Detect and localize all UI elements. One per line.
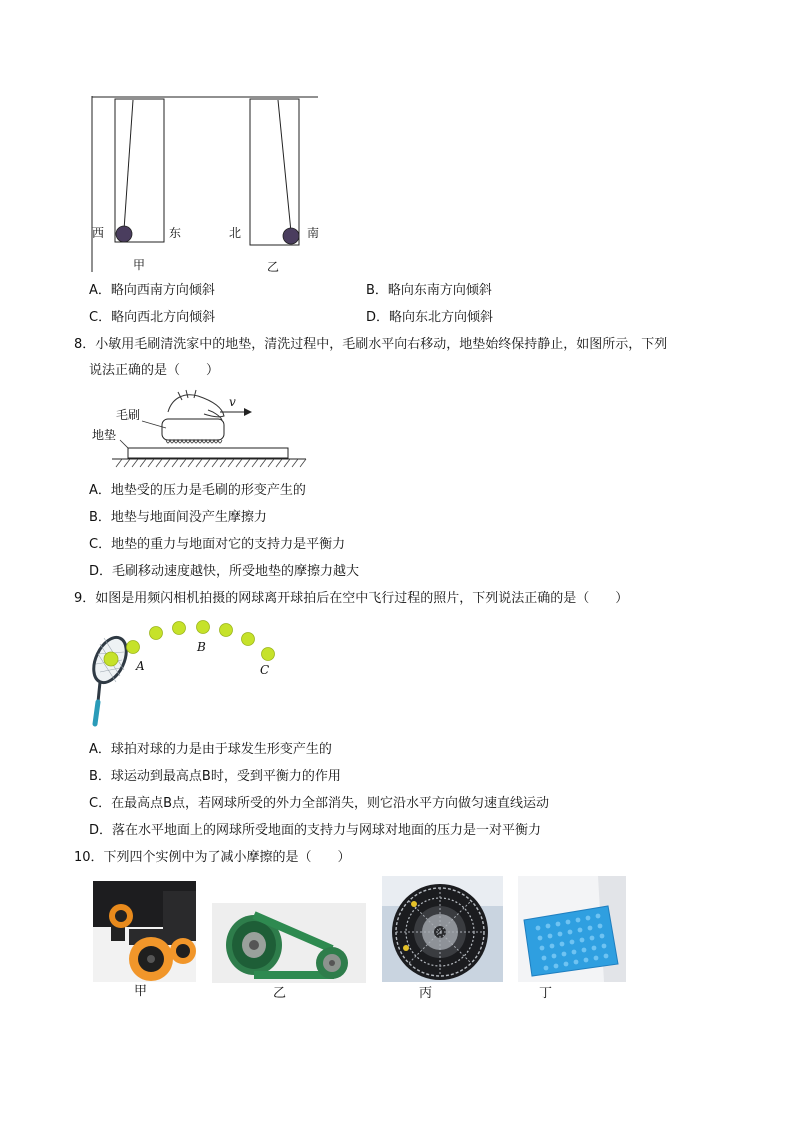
photo-label-bing: 丙 — [419, 986, 433, 1001]
photo-snow-chain-tire — [382, 876, 503, 982]
brush-bristles — [166, 440, 222, 443]
racket-handle — [95, 702, 98, 724]
label-brush: 毛刷 — [116, 408, 141, 422]
label-jia: 甲 — [133, 258, 146, 272]
mat — [128, 448, 288, 458]
photo-antislip-mat — [518, 876, 626, 982]
q9-option-a: A．球拍对球的力是由于球发生形变产生的 — [89, 742, 332, 757]
hand-sketch — [168, 390, 224, 417]
q8-stem-line2: 说法正确的是（ ） — [89, 363, 220, 378]
pendulum-string-jia — [124, 100, 133, 230]
pendulum-bob-jia — [116, 226, 132, 242]
pendulum-bob-yi — [283, 228, 299, 244]
pendulum-box-jia — [115, 99, 164, 242]
label-v: v — [229, 395, 236, 409]
photo-label-jia: 甲 — [134, 984, 148, 999]
label-point-b: B — [197, 640, 206, 654]
photo-luggage-wheels — [93, 881, 196, 982]
pendulum-figure — [88, 92, 323, 277]
velocity-arrowhead — [244, 408, 252, 416]
tennis-ball — [127, 641, 140, 654]
q8-stem-line1: 8．小敏用毛刷清洗家中的地垫，清洗过程中，毛刷水平向右移动，地垫始终保持静止，如图所示，下列 — [74, 337, 668, 352]
q8-option-c: C．地垫的重力与地面对它的支持力是平衡力 — [89, 537, 346, 552]
label-mat: 地垫 — [92, 428, 117, 442]
label-yi: 乙 — [267, 260, 280, 274]
tennis-ball — [104, 652, 118, 666]
q10-stem: 10．下列四个实例中为了减小摩擦的是（ ） — [74, 850, 351, 865]
q8-option-d: D．毛刷移动速度越快，所受地垫的摩擦力越大 — [89, 564, 360, 579]
q8-option-a: A．地垫受的压力是毛刷的形变产生的 — [89, 483, 306, 498]
tennis-figure — [86, 614, 286, 732]
label-west: 西 — [92, 226, 105, 240]
tennis-ball — [197, 621, 210, 634]
q9-option-d: D．落在水平地面上的网球所受地面的支持力与网球对地面的压力是一对平衡力 — [89, 823, 542, 838]
tennis-ball — [262, 648, 275, 661]
q8-option-b: B．地垫与地面间没产生摩擦力 — [89, 510, 267, 525]
photo-label-yi: 乙 — [273, 986, 287, 1001]
brush-mat-figure — [86, 388, 311, 470]
pendulum-string-yi — [278, 100, 291, 232]
photo-label-ding: 丁 — [539, 986, 553, 1001]
pendulum-box-yi — [250, 99, 299, 245]
label-east: 东 — [169, 226, 182, 240]
ground-hatch — [116, 459, 306, 467]
label-point-c: C — [260, 663, 270, 677]
tennis-ball — [220, 624, 233, 637]
racket-throat — [98, 682, 100, 702]
tennis-ball — [150, 627, 163, 640]
photo-belt-drive — [212, 903, 366, 983]
q7-option-b: B．略向东南方向倾斜 — [366, 283, 492, 298]
q9-option-b: B．球运动到最高点B时，受到平衡力的作用 — [89, 769, 341, 784]
label-north: 北 — [229, 226, 242, 240]
label-point-a: A — [136, 659, 145, 673]
q7-option-c: C．略向西北方向倾斜 — [89, 310, 216, 325]
q7-option-d: D．略向东北方向倾斜 — [366, 310, 494, 325]
tennis-ball — [173, 622, 186, 635]
brush-body — [162, 419, 224, 440]
q9-stem: 9．如图是用频闪相机拍摄的网球离开球拍后在空中飞行过程的照片，下列说法正确的是（ ） — [74, 591, 629, 606]
q9-option-c: C．在最高点B点，若网球所受的外力全部消失，则它沿水平方向做匀速直线运动 — [89, 796, 549, 811]
tennis-ball — [242, 633, 255, 646]
label-south: 南 — [307, 226, 320, 240]
q7-option-a: A．略向西南方向倾斜 — [89, 283, 215, 298]
